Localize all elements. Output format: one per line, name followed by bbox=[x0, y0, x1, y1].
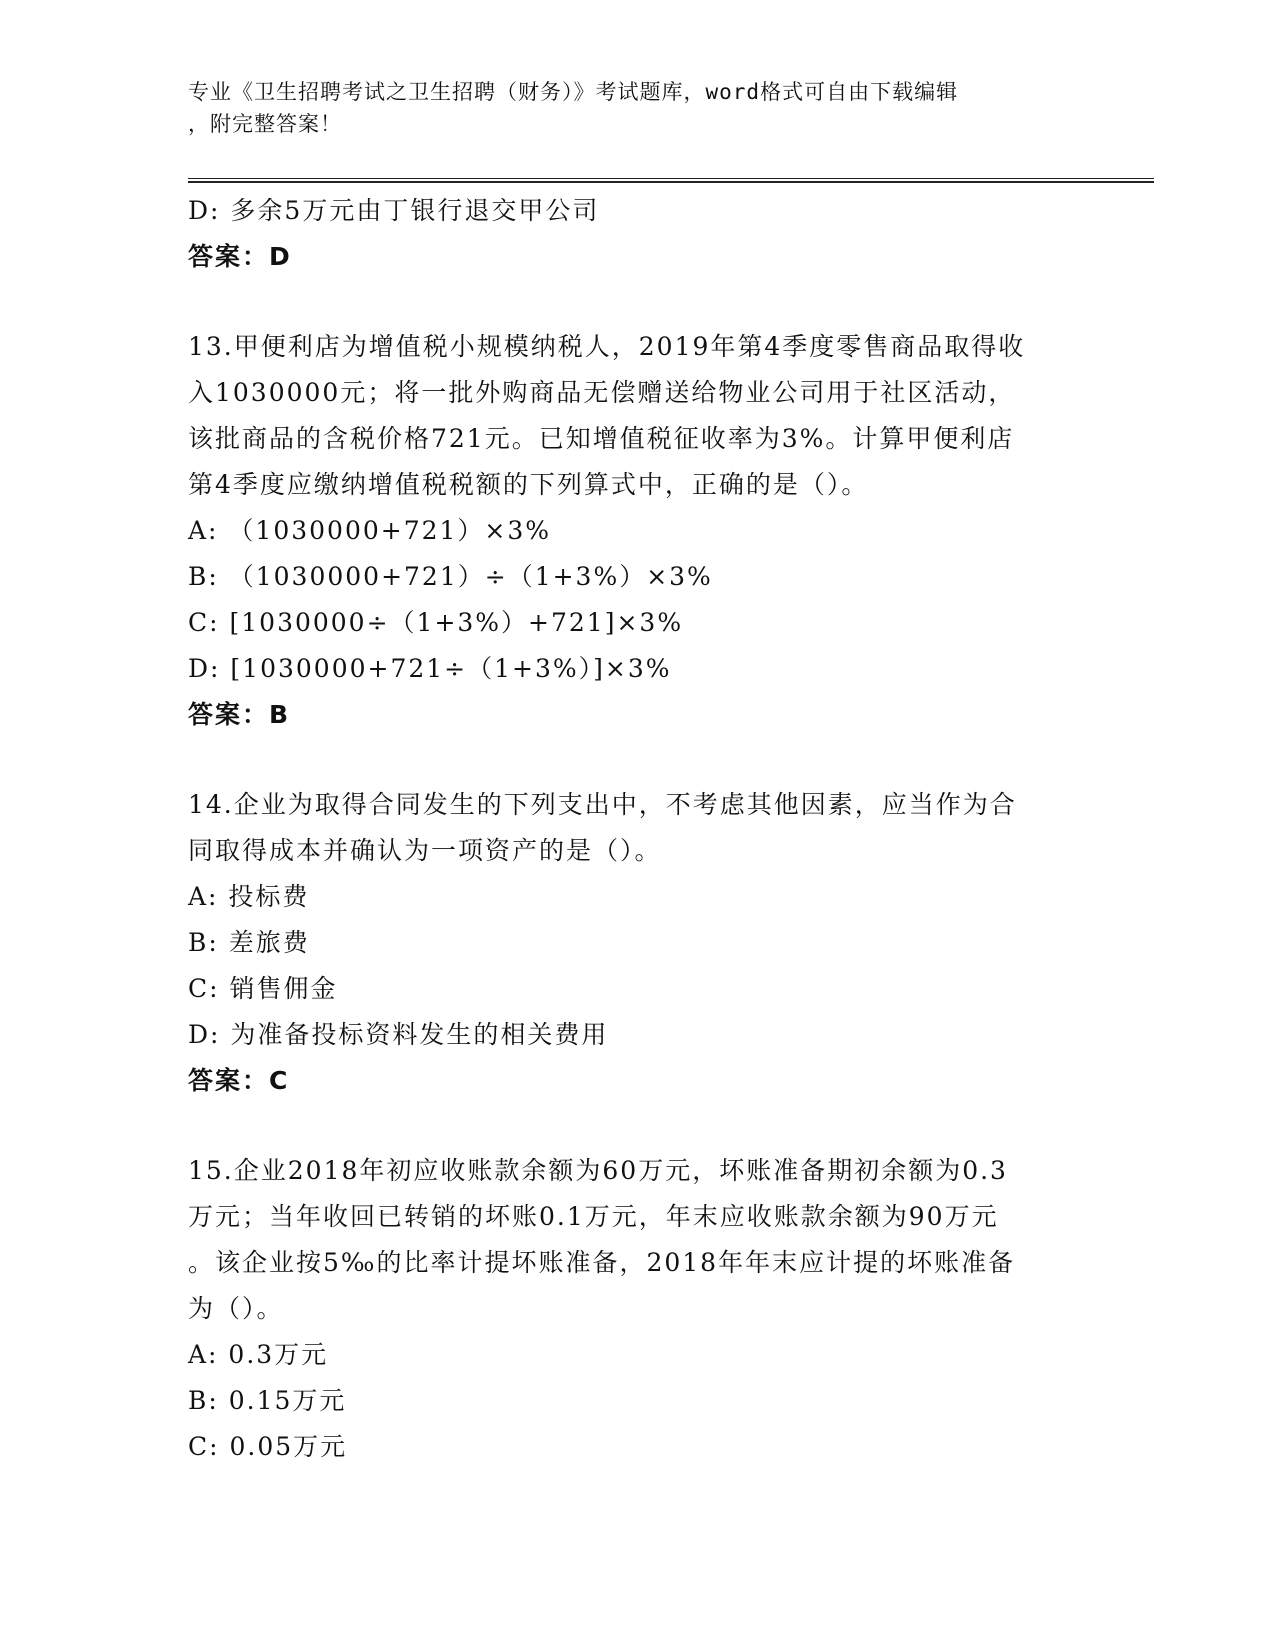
option-line: A: （1030000+721）×3% bbox=[188, 516, 552, 545]
header-title-line-1: 专业《卫生招聘考试之卫生招聘（财务）》考试题库，word格式可自由下载编辑 bbox=[188, 80, 959, 104]
question-spacer bbox=[188, 738, 1088, 782]
answer-line: 答案：C bbox=[188, 1066, 290, 1095]
question-text-line: 13.甲便利店为增值税小规模纳税人，2019年第4季度零售商品取得收 bbox=[188, 332, 1026, 361]
page-header bbox=[188, 76, 1068, 140]
question-text-line: 第4季度应缴纳增值税税额的下列算式中，正确的是（）。 bbox=[188, 470, 869, 499]
question-text-line: 15.企业2018年初应收账款余额为60万元，坏账准备期初余额为0.3 bbox=[188, 1156, 1008, 1185]
header-divider bbox=[188, 178, 1154, 183]
option-line: B: 0.15万元 bbox=[188, 1386, 347, 1415]
answer-line: 答案：D bbox=[188, 242, 292, 271]
answer-line: 答案：B bbox=[188, 700, 291, 729]
question-text-line: 。该企业按5‰的比率计提坏账准备，2018年年末应计提的坏账准备 bbox=[188, 1248, 1016, 1277]
question-text-line: 该批商品的含税价格721元。已知增值税征收率为3%。计算甲便利店 bbox=[188, 424, 1015, 453]
option-line: B: 差旅费 bbox=[188, 928, 310, 957]
option-line: C: [1030000÷（1+3%）+721]×3% bbox=[188, 608, 684, 637]
option-line: A: 0.3万元 bbox=[188, 1340, 329, 1369]
option-line: D: [1030000+721÷（1+3%）]×3% bbox=[188, 654, 672, 683]
question-text-line: 入1030000元；将一批外购商品无偿赠送给物业公司用于社区活动， bbox=[188, 378, 1016, 407]
option-line: A: 投标费 bbox=[188, 882, 310, 911]
option-line: D: 多余5万元由丁银行退交甲公司 bbox=[188, 196, 600, 225]
question-spacer bbox=[188, 1104, 1088, 1148]
option-line: C: 0.05万元 bbox=[188, 1432, 348, 1461]
header-title-line-2: ，附完整答案！ bbox=[188, 112, 342, 136]
question-list bbox=[188, 188, 1088, 1470]
option-line: D: 为准备投标资料发生的相关费用 bbox=[188, 1020, 609, 1049]
question-text-line: 同取得成本并确认为一项资产的是（）。 bbox=[188, 836, 662, 865]
question-text-line: 为（）。 bbox=[188, 1294, 284, 1323]
question-spacer bbox=[188, 280, 1088, 324]
option-line: C: 销售佣金 bbox=[188, 974, 338, 1003]
question-text-line: 万元；当年收回已转销的坏账0.1万元，年末应收账款余额为90万元 bbox=[188, 1202, 999, 1231]
option-line: B: （1030000+721）÷（1+3%）×3% bbox=[188, 562, 713, 591]
question-text-line: 14.企业为取得合同发生的下列支出中，不考虑其他因素，应当作为合 bbox=[188, 790, 1017, 819]
